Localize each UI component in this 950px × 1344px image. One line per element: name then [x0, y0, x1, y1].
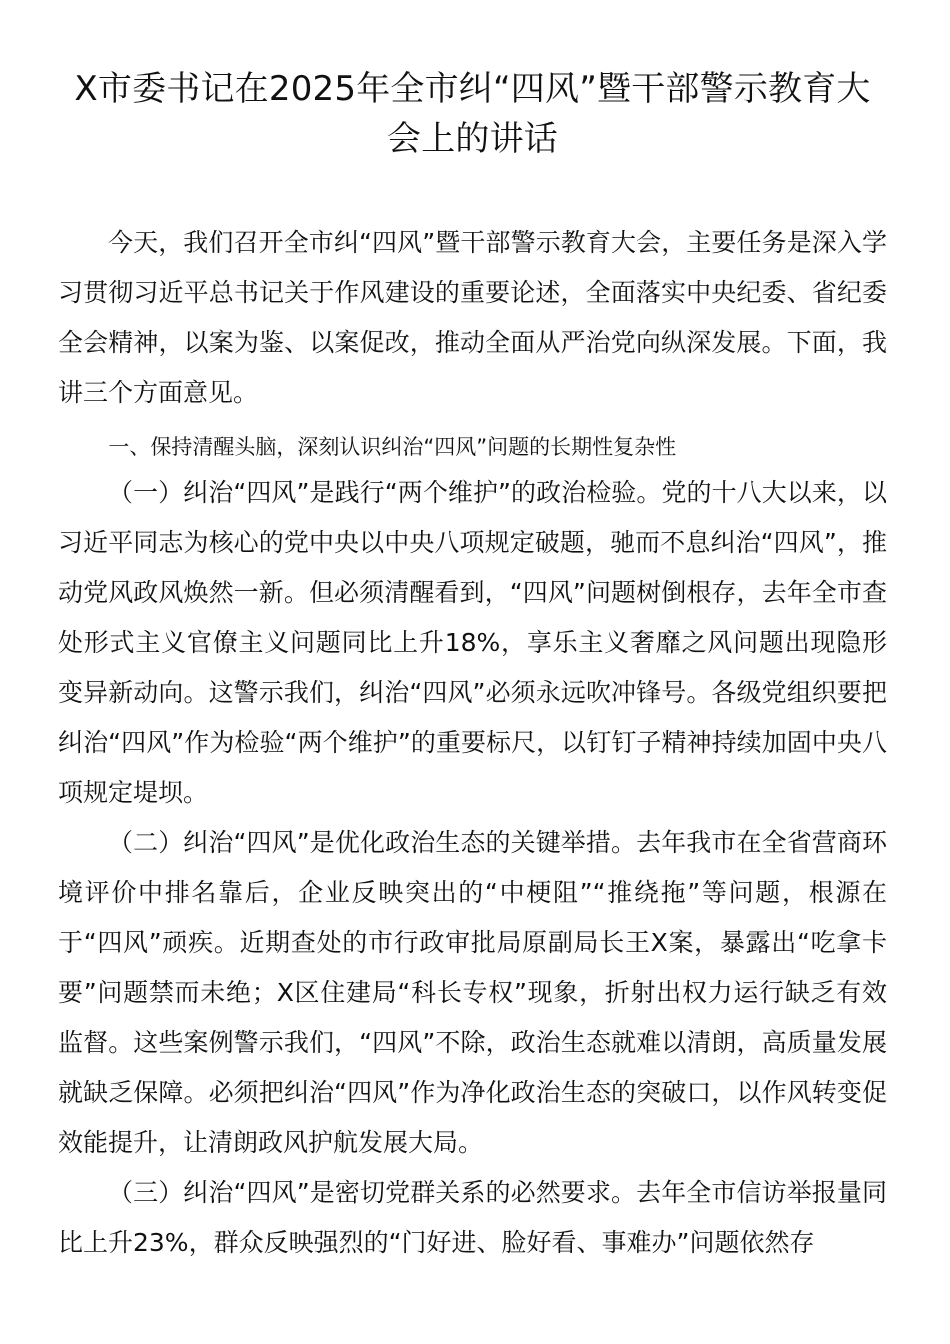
document-title: X市委书记在2025年全市纠“四风”暨干部警示教育大会上的讲话	[74, 69, 871, 159]
intro-paragraph: 今天，我们召开全市纠“四风”暨干部警示教育大会，主要任务是深入学习贯彻习近平总书记关于作风建设的重要论述，全面落实中央纪委、省纪委全会精神，以案为鉴、以案促改，推动全面从严治党向纵深发展。下面，我讲三个方面意见。	[58, 228, 887, 407]
section-1-paragraph-2: （二）纠治“四风”是优化政治生态的关键举措。去年我市在全省营商环境评价中排名靠后，企业反映突出的“中梗阻”“推绕拖”等问题，根源在于“四风”顽疾。近期查处的市行政审批局原副局长王X案，暴露出“吃拿卡要”问题禁而未绝；X区住建局“科长专权”现象，折射出权力运行缺乏有效监督。这些案例警示我们，“四风”不除，政治生态就难以清朗，高质量发展就缺乏保障。必须把纠治“四风”作为净化政治生态的突破口，以作风转变促效能提升，让清朗政风护航发展大局。	[58, 828, 887, 1157]
section-1-paragraph-3: （三）纠治“四风”是密切党群关系的必然要求。去年全市信访举报量同比上升23%，群众反映强烈的“门好进、脸好看、事难办”问题依然存	[58, 1178, 887, 1257]
section-1-paragraph-1: （一）纠治“四风”是践行“两个维护”的政治检验。党的十八大以来，以习近平同志为核心的党中央以中央八项规定破题，驰而不息纠治“四风”，推动党风政风焕然一新。但必须清醒看到，“四风”问题树倒根存，去年全市查处形式主义官僚主义问题同比上升18%，享乐主义奢靡之风问题出现隐形变异新动向。这警示我们，纠治“四风”必须永远吹冲锋号。各级党组织要把纠治“四风”作为检验“两个维护”的重要标尺，以钉钉子精神持续加固中央八项规定堤坝。	[58, 478, 887, 807]
document-body	[58, 218, 887, 1268]
section-1-heading: 一、保持清醒头脑，深刻认识纠治“四风”问题的长期性复杂性	[108, 435, 677, 459]
